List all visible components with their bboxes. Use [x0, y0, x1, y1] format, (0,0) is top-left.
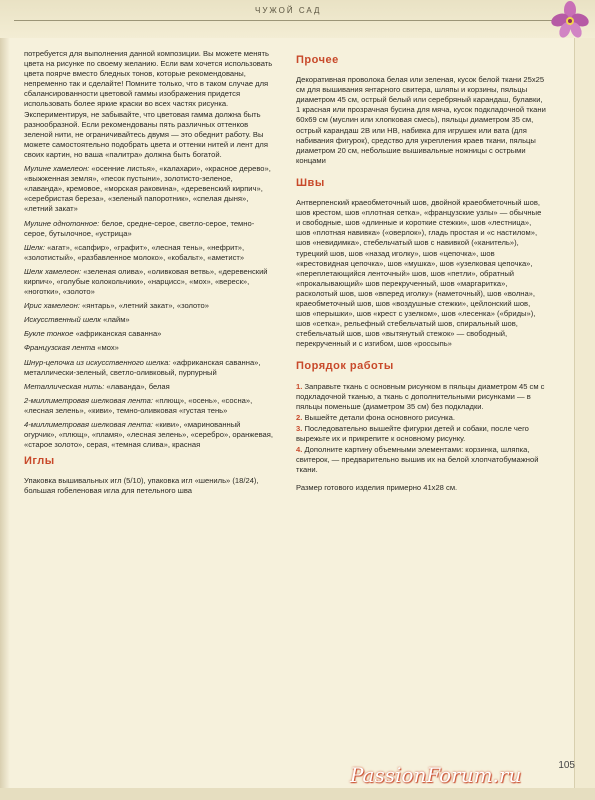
step-item — [296, 413, 546, 423]
material-text: «лаванда», белая — [104, 381, 170, 391]
size-paragraph: Размер готового изделия примерно 41x28 см. — [296, 483, 458, 493]
material-item — [24, 396, 274, 416]
material-label: Мулине хамелеон: — [24, 164, 90, 174]
material-label: 4-миллиметровая шелковая лента: — [24, 420, 153, 429]
material-text: «киви», «маринованный огурчик», «плющ», «пламя», «лесная зелень», «серебро», оранжевая, «старое золото», серая, «темная слива», красная — [24, 420, 273, 450]
material-item — [24, 219, 274, 239]
material-text: «мох» — [95, 343, 119, 353]
material-text: белое, средне-серое, светло-серое, темно-серое, бутылочное, «устрица» — [24, 218, 255, 238]
material-label: 2-миллиметровая шелковая лента: — [24, 395, 153, 405]
material-text: «африканская саванна» — [73, 329, 162, 339]
left-column — [24, 49, 274, 501]
page-footer — [0, 788, 595, 800]
step-text: Вышейте детали фона основного рисунка. — [302, 412, 455, 422]
material-label: Искусственный шелк — [24, 315, 101, 325]
step-number: 2. — [296, 412, 303, 422]
material-label: Шнур-цепочка из искусственного шелка: — [24, 357, 171, 367]
stitches-paragraph: Антверпенский краеобметочный шов, двойной краеобметочный шов, шов крестом, шов «плотная сетка», «французские узлы» — обычные и свободные, шов «длинные и короткие стежки», шов «лестница», шов «плотная навивка» («оверлок»), гладь простая и «с настилом», шов «невидимка», стебельчатый шов с навивкой («канитель»), турецкий шов, шов «назад иголку», шов «цепочка», шов «крестовидная цепочка», шов «мушка», шов «узелковая цепочка», «переплетающийся ленточный» шов, шов «петли», обратный «прокалывающий» шов перекрученный, шов «маргаритка», расколотый шов, шов «вперед иголку» (наметочный), шов «волна», краеобметочный шов, шов «воздушные стежки», цейлонский шов, шов «перышки», шов «крест с узелком», шов «лесенка» («бриды»), шов «сетка», рельефный стебельчатый шов, спиральный шов, стебельчатый шов, шов «вытянутый стежок» — свободный, перекрученный и с изгибом, шов «россыпь» — [296, 198, 542, 349]
material-text: «лайм» — [100, 315, 130, 325]
material-item — [24, 315, 274, 325]
material-label: Шелк: — [24, 242, 45, 252]
misc-heading: Прочее — [296, 54, 339, 66]
materials-list — [24, 164, 274, 450]
step-item — [296, 445, 546, 475]
step-item — [296, 382, 546, 412]
material-text: «африканская саванна», металлически-зеленый, светло-оливковый, пурпурный — [24, 357, 261, 377]
step-item — [296, 424, 546, 444]
orchid-flower-icon — [549, 0, 591, 40]
material-item — [24, 382, 274, 392]
material-text: «агат», «сапфир», «графит», «лесная тень», «нефрит», «золотистый», «разбавленное молоко», «кобальт», «аметист» — [24, 242, 245, 262]
material-item — [24, 358, 274, 378]
site-watermark: PassionForum.ru — [350, 763, 522, 787]
material-label: Мулине однотонное: — [24, 218, 100, 228]
page-header — [0, 0, 595, 38]
stitches-heading: Швы — [296, 176, 325, 189]
page-edge-left — [0, 0, 10, 800]
steps-list — [296, 382, 546, 476]
misc-paragraph: Декоративная проволока белая или зеленая, кусок белой ткани 25x25 см для вышивания янтарного свитера, шляпы и корзины, пяльцы диаметром 45 см, острый белый или серебряный карандаш, булавки, 1 красная или прозрачная бусина для мяча, кусок подкладочной ткани 60x69 см (муслин или хлопковая смесь), пяльцы диаметром 35 см, острый карандаш 2В или НВ, набивка для игрушек или вата (для набивания фигурок), средство для укрепления краев ткани, пяльцы диаметром 20 см, небольшие вышивальные ножницы с острыми концами — [296, 75, 546, 165]
page-number: 105 — [558, 760, 575, 771]
step-number: 3. — [296, 423, 303, 433]
material-item — [24, 164, 274, 214]
material-text: «плющ», «осень», «сосна», «лесная зелень», «киви», темно-оливковая «густая тень» — [24, 395, 253, 415]
material-label: Ирис хамелеон: — [24, 301, 80, 311]
page-edge-right — [574, 38, 595, 800]
material-text: «зеленая олива», «оливковая ветвь», «деревенский кирпич», «голубые колокольчики», «нарцисс», «мох», «вереск», «ноготки», «золото» — [24, 266, 268, 297]
material-label: Букле тонкое — [24, 329, 74, 339]
material-label: Шелк хамелеон: — [24, 266, 82, 276]
needles-heading: Иглы — [24, 455, 55, 468]
step-text: Дополните картину объемными элементами: корзинка, шляпка, свитерок, — предварительно вышив их на белой хлопчатобумажной ткани. — [296, 445, 539, 475]
material-item — [24, 329, 274, 339]
material-item — [24, 420, 274, 450]
material-item — [24, 343, 274, 353]
header-rule — [14, 20, 557, 21]
step-number: 4. — [296, 445, 303, 455]
material-label: Французская лента — [24, 343, 96, 353]
material-item — [24, 267, 274, 297]
intro-paragraph: потребуется для выполнения данной композиции. Вы можете менять цвета на рисунке по своему желанию. Если вам хочется использовать цвета поярче вместо бледных тонов, которые рекомендованы, непременно так и сделайте! Помните только, что в таком случае для сбалансированности цветовой гаммы изображения придется использовать более яркие краски во всех частях рисунка. Экспериментируя, не забывайте, что цветовая гамма должна быть разнообразной. Если рекомендованы пять различных оттенков зеленой нити, не ограничивайтесь двумя — это обеднит работу. Вы можете самостоятельно подобрать цвета и оттенки нитей и лент для своих картин, но ваша «палитра» должна быть богатой. — [24, 49, 273, 159]
material-item — [24, 301, 274, 311]
material-item — [24, 243, 274, 263]
running-head: ЧУЖОЙ САД — [255, 6, 322, 15]
order-heading: Порядок работы — [296, 360, 394, 373]
needles-paragraph: Упаковка вышивальных игл (5/10), упаковка игл «шениль» (18/24), большая гобеленовая игла для петельного шва — [24, 476, 259, 496]
material-text: «янтарь», «летний закат», «золото» — [79, 301, 209, 311]
step-text: Последовательно вышейте фигурки детей и собаки, после чего вырежьте их и прикрепите к основному рисунку. — [296, 423, 529, 443]
material-text: «осенние листья», «калахари», «красное дерево», «выжженная земля», «песок пустыни», золотисто-зеленое, «лаванда», кремовое, «морская раковина», «деревенский кирпич», «серебристая береза», «зеленый папоротник», «спелая дыня», «летний закат» — [24, 164, 271, 214]
step-number: 1. — [296, 381, 303, 391]
step-text: Заправьте ткань с основным рисунком в пяльцы диаметром 45 см с подкладочной тканью, а ткань с дополнительными рисунками — в пяльцы поменьше (диаметром 35 см) без подкладки. — [296, 381, 545, 411]
right-column — [296, 49, 546, 497]
material-label: Металлическая нить: — [24, 381, 105, 391]
